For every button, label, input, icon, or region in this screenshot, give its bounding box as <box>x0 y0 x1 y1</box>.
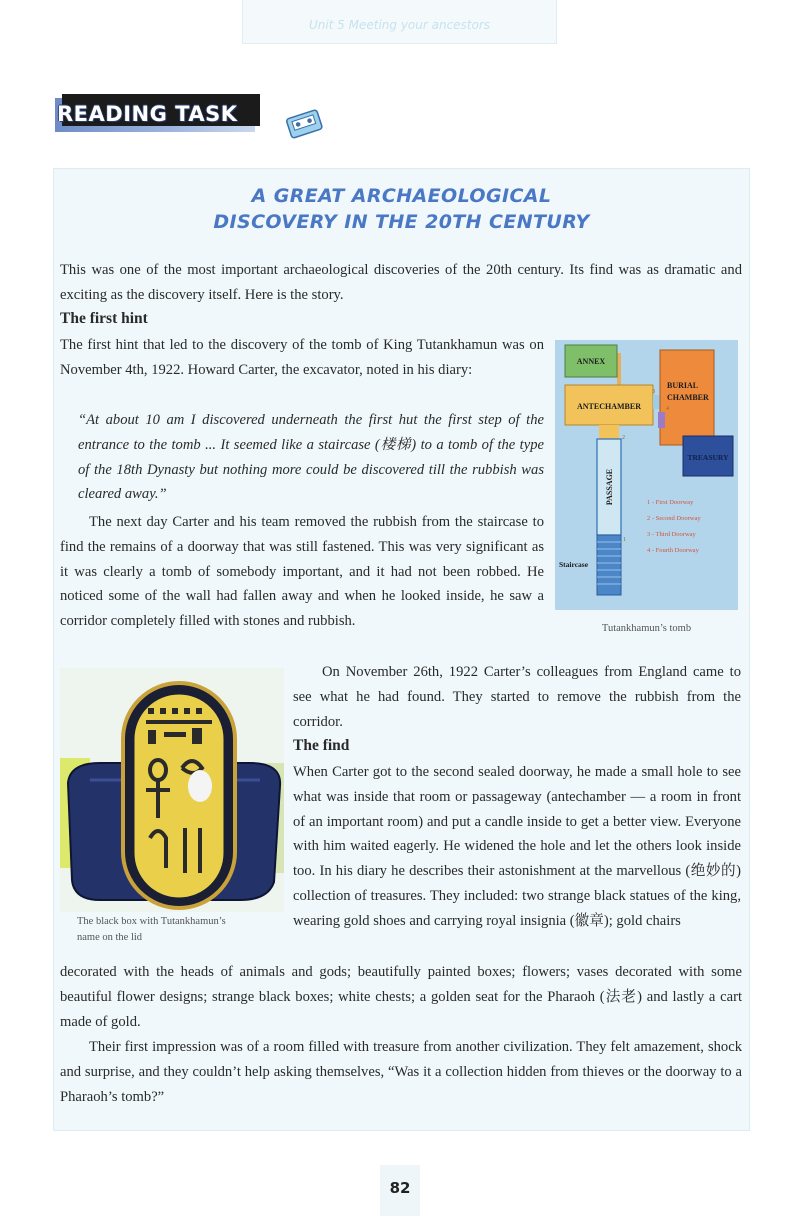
page-number: 82 <box>389 1179 411 1197</box>
article-title-line2: DISCOVERY IN THE 20TH CENTURY <box>213 211 590 233</box>
legend-third-doorway: 3 - Third Doorway <box>647 531 696 538</box>
fourth-door <box>658 412 665 428</box>
article-title-line1: A GREAT ARCHAEOLOGICAL <box>251 185 552 207</box>
third-door-link <box>653 395 660 409</box>
tomb-diagram-caption: Tutankhamun’s tomb <box>601 623 692 634</box>
page-number-box <box>380 1165 420 1216</box>
black-box-photo <box>60 668 284 912</box>
door-number-3: 3 <box>652 389 655 395</box>
passage-label: PASSAGE <box>605 468 614 506</box>
annex-label: ANNEX <box>576 357 606 366</box>
unit-title: Unit 5 Meeting your ancestors <box>308 18 491 32</box>
staircase-label: Staircase <box>559 560 589 569</box>
intro-paragraph: This was one of the most important archaeological discoveries of the 20th century. Its find was as dramatic and exciting as the discovery itself. Here is the story. <box>60 262 742 303</box>
unit-header-tab <box>242 0 557 44</box>
treasury-label: TREASURY <box>687 453 729 462</box>
legend-first-doorway: 1 - First Doorway <box>647 499 694 506</box>
reading-task-label <box>55 96 260 140</box>
legend-second-doorway: 2 - Second Doorway <box>647 515 701 522</box>
legend-fourth-doorway: 4 - Fourth Doorway <box>647 547 699 554</box>
paragraph-next-day: The next day Carter and his team removed the rubbish from the staircase to find the remains of a doorway that was still fastened. This was very significant as it was clearly a tomb of somebody important, and it had not been robbed. He noticed some of the wall had fallen away and when he looked inside, he saw a corridor completely filled with stones and rubbish. <box>60 514 544 630</box>
burial-label-2: CHAMBER <box>667 393 709 402</box>
door-number-4: 4 <box>666 406 669 412</box>
door-number-1: 1 <box>623 537 626 543</box>
photo-caption-line1: The black box with Tutankhamun’s <box>77 916 226 927</box>
section-label-text: READING TASK <box>57 102 238 126</box>
heading-the-find: The find <box>293 737 350 754</box>
antechamber-label: ANTECHAMBER <box>576 402 642 411</box>
paragraph-first-impression: Their first impression was of a room filled with treasure from another civilization. They felt amazement, shock and surprise, and they couldn’t help asking themselves, “Was it a collection hidden from thieves or the doorway to a Pharaoh’s tomb?” <box>60 1039 742 1105</box>
annex-connector <box>617 353 621 385</box>
door-number-2: 2 <box>622 435 625 441</box>
second-door-gap <box>599 425 619 439</box>
paragraph-the-find: When Carter got to the second sealed doorway, he made a small hole to see what was inside that room or passageway (antechamber — a room in front of an important room) and put a candle inside to get a better view. Everyone with him waited eagerly. He widened the hole and let the others look inside too. In his diary he describes their astonishment at the marvellous (绝妙的) collection of treasures. They included: two strange black statues of the king, wearing gold shoes and carrying royal insignia (徽章); gold chairs <box>293 764 741 929</box>
paragraph-first-hint: The first hint that led to the discovery of the tomb of King Tutankhamun was on November 4th, 1922. Howard Carter, the excavator, noted in his diary: <box>60 337 544 378</box>
tomb-diagram <box>555 340 738 610</box>
photo-caption-line2: name on the lid <box>77 932 143 943</box>
cassette-tape-icon <box>283 106 325 140</box>
burial-label-1: BURIAL <box>667 381 699 390</box>
heading-first-hint: The first hint <box>60 310 148 327</box>
paragraph-the-find-continued: decorated with the heads of animals and gods; beautifully painted boxes; flowers; vases decorated with some beautiful flower designs; strange black boxes; white chests; a golden seat for the Pharaoh (法老) and lastly a cart made of gold. <box>60 964 742 1030</box>
paragraph-colleagues: On November 26th, 1922 Carter’s colleagues from England came to see what he had found. They started to remove the rubbish from the corridor. <box>293 664 741 730</box>
staircase-steps <box>597 535 621 595</box>
carter-diary-quote: “At about 10 am I discovered underneath the first hut the first step of the entrance to the tomb ... It seemed like a staircase (楼梯) to a tomb of the type of the 18th Dynasty but nothing more could be discovered till the rubbish was cleared away.” <box>78 412 544 503</box>
